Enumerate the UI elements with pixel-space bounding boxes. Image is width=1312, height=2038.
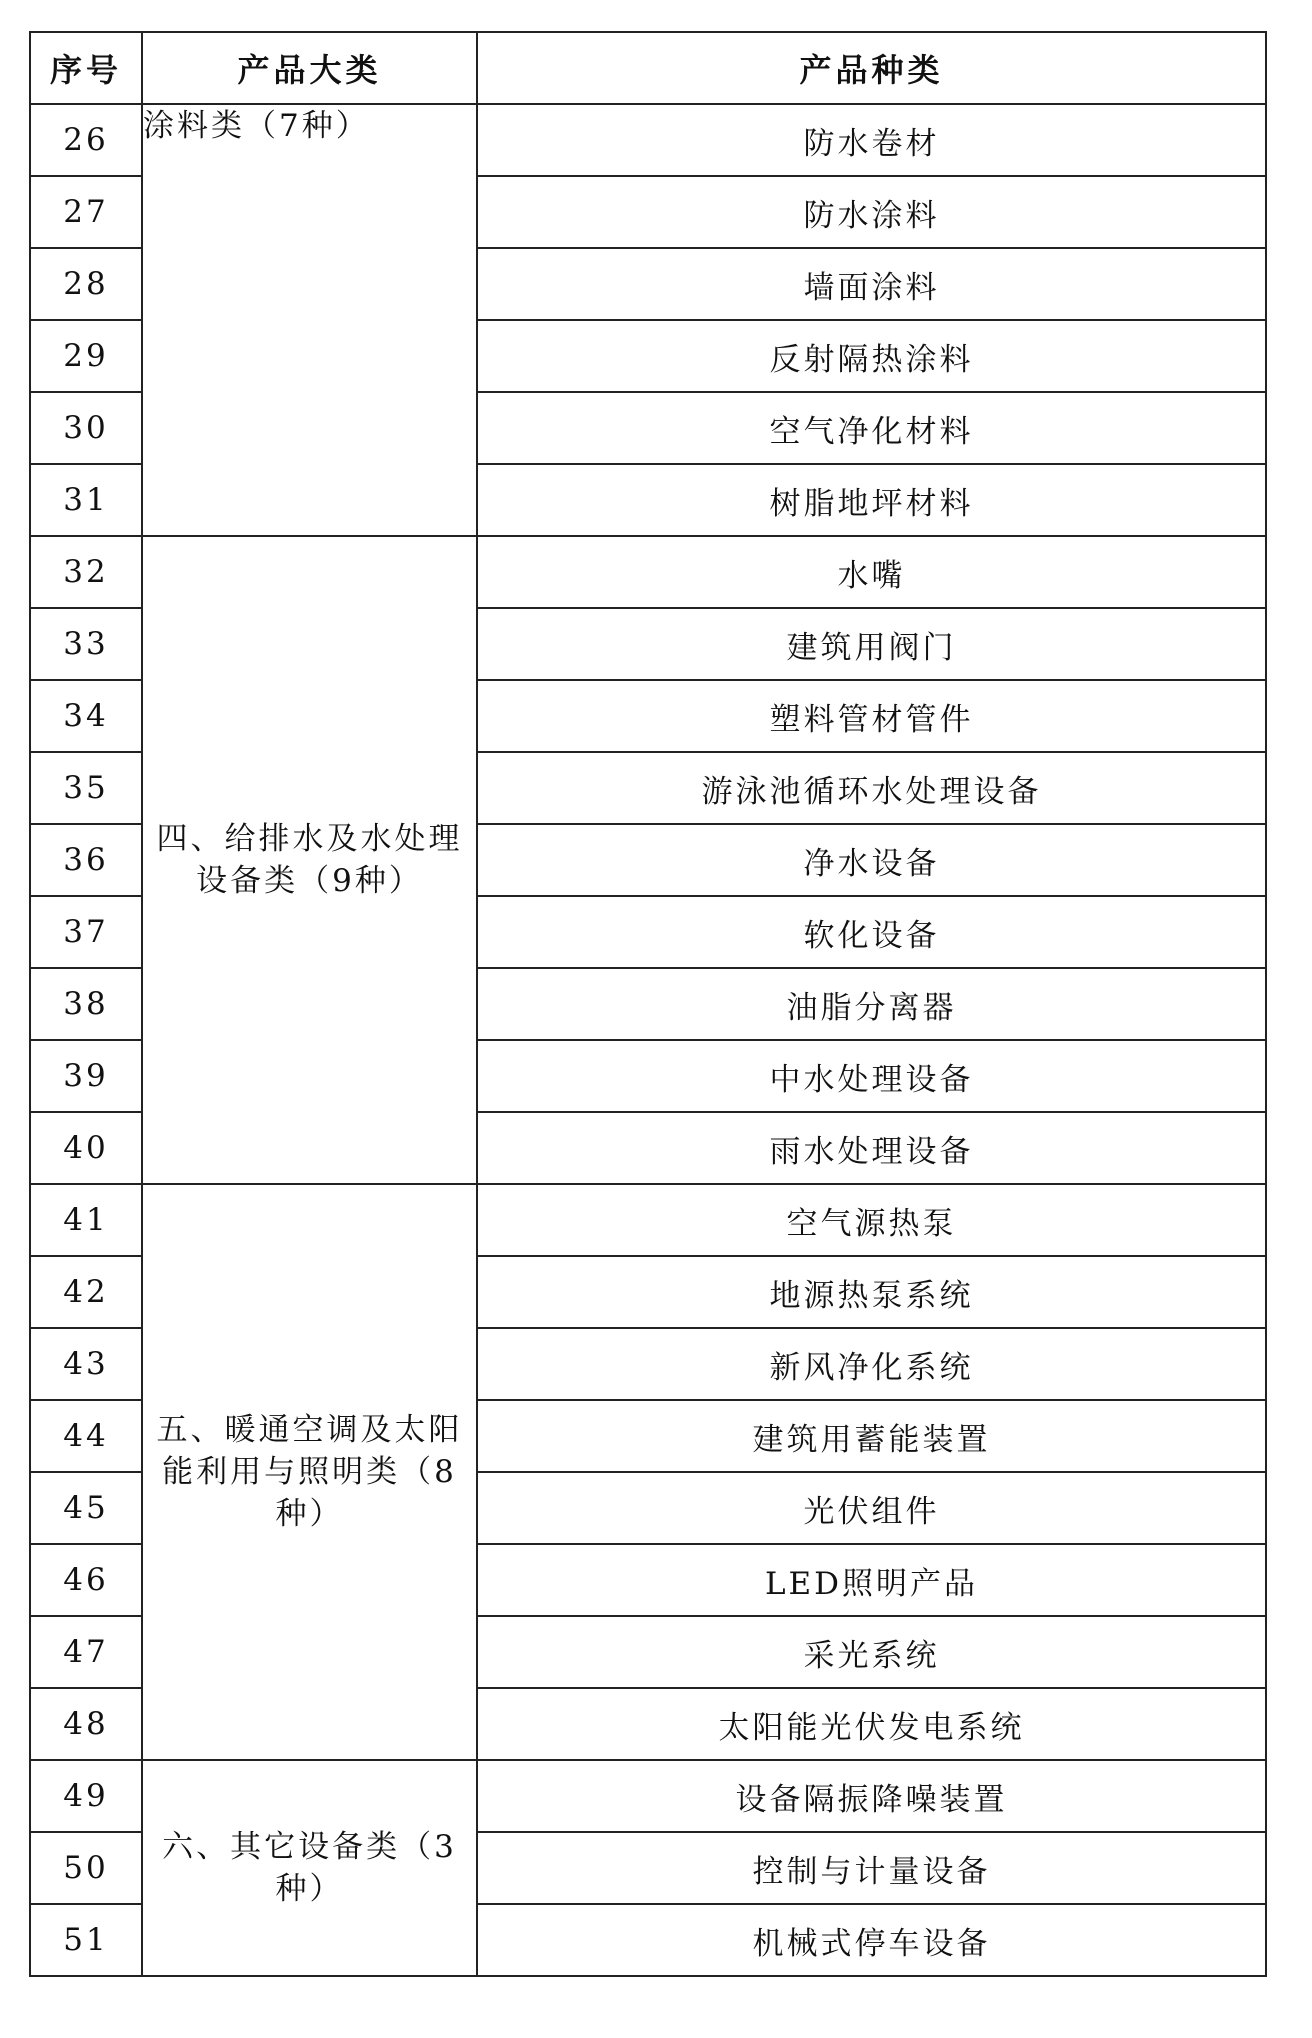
row-number: 35	[30, 752, 142, 824]
row-number: 33	[30, 608, 142, 680]
row-number: 28	[30, 248, 142, 320]
product-type: LED照明产品	[477, 1544, 1266, 1616]
row-number: 48	[30, 1688, 142, 1760]
product-type: 机械式停车设备	[477, 1904, 1266, 1976]
product-table	[29, 31, 1267, 1977]
row-number: 30	[30, 392, 142, 464]
row-number: 40	[30, 1112, 142, 1184]
product-type: 净水设备	[477, 824, 1266, 896]
row-number: 32	[30, 536, 142, 608]
row-number: 47	[30, 1616, 142, 1688]
row-number: 34	[30, 680, 142, 752]
product-type: 水嘴	[477, 536, 1266, 608]
header-num: 序号	[30, 32, 142, 104]
product-type: 反射隔热涂料	[477, 320, 1266, 392]
table-row	[30, 104, 1266, 176]
row-number: 44	[30, 1400, 142, 1472]
category-cell: 四、给排水及水处理设备类（9种）	[142, 536, 477, 1184]
product-type: 树脂地坪材料	[477, 464, 1266, 536]
table-row	[30, 1760, 1266, 1832]
table-row	[30, 536, 1266, 608]
row-number: 49	[30, 1760, 142, 1832]
product-type: 设备隔振降噪装置	[477, 1760, 1266, 1832]
row-number: 37	[30, 896, 142, 968]
product-type: 空气净化材料	[477, 392, 1266, 464]
row-number: 31	[30, 464, 142, 536]
table-body	[30, 104, 1266, 1976]
row-number: 26	[30, 104, 142, 176]
product-type: 游泳池循环水处理设备	[477, 752, 1266, 824]
product-type: 中水处理设备	[477, 1040, 1266, 1112]
category-cell: 六、其它设备类（3种）	[142, 1760, 477, 1976]
row-number: 27	[30, 176, 142, 248]
row-number: 42	[30, 1256, 142, 1328]
product-type: 控制与计量设备	[477, 1832, 1266, 1904]
product-type: 防水卷材	[477, 104, 1266, 176]
product-type: 采光系统	[477, 1616, 1266, 1688]
row-number: 51	[30, 1904, 142, 1976]
row-number: 46	[30, 1544, 142, 1616]
category-cell: 五、暖通空调及太阳能利用与照明类（8种）	[142, 1184, 477, 1760]
row-number: 29	[30, 320, 142, 392]
row-number: 36	[30, 824, 142, 896]
row-number: 43	[30, 1328, 142, 1400]
product-type: 光伏组件	[477, 1472, 1266, 1544]
product-type: 空气源热泵	[477, 1184, 1266, 1256]
product-type: 建筑用阀门	[477, 608, 1266, 680]
product-type: 软化设备	[477, 896, 1266, 968]
header-type: 产品种类	[477, 32, 1266, 104]
product-type: 太阳能光伏发电系统	[477, 1688, 1266, 1760]
product-type: 油脂分离器	[477, 968, 1266, 1040]
product-type: 建筑用蓄能装置	[477, 1400, 1266, 1472]
product-type: 新风净化系统	[477, 1328, 1266, 1400]
product-type: 地源热泵系统	[477, 1256, 1266, 1328]
category-cell: 涂料类（7种）	[142, 104, 477, 536]
row-number: 50	[30, 1832, 142, 1904]
table-header-row	[30, 32, 1266, 104]
table-row	[30, 1184, 1266, 1256]
product-type: 塑料管材管件	[477, 680, 1266, 752]
product-type: 墙面涂料	[477, 248, 1266, 320]
product-type: 雨水处理设备	[477, 1112, 1266, 1184]
row-number: 38	[30, 968, 142, 1040]
product-type: 防水涂料	[477, 176, 1266, 248]
row-number: 45	[30, 1472, 142, 1544]
header-category: 产品大类	[142, 32, 477, 104]
row-number: 39	[30, 1040, 142, 1112]
row-number: 41	[30, 1184, 142, 1256]
